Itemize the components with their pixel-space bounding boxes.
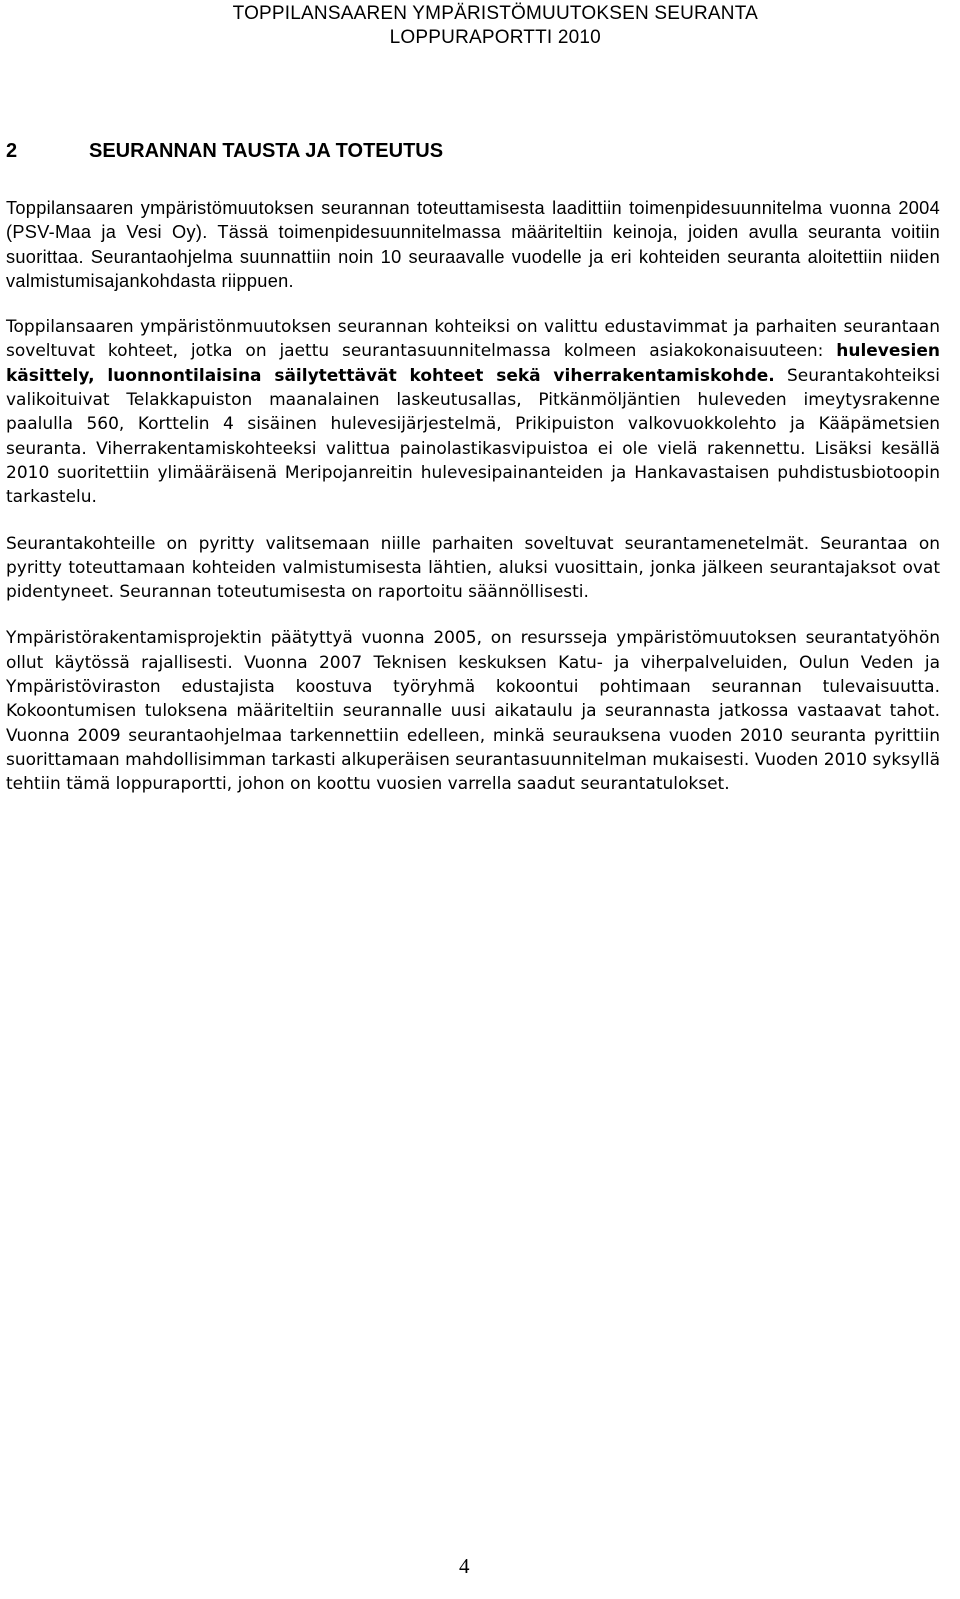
paragraph-methods: Seurantakohteille on pyritty valitsemaan niille parhaiten soveltuvat seurantamenetelmät. Seurantaa on pyritty toteuttamaan kohteiden valmistumisesta lähtien, aluksi vuosittain, jonka jälkeen seurantajaksot ovat pidentyneet. Seurannan toteutumisesta on raportoitu säännöllisesti. [6,533,940,603]
paragraph-targets-intro: Toppilansaaren ympäristönmuutoksen seurannan kohteiksi on valittu edustavimmat ja parhaiten seurantaan soveltuvat kohteet, jotka on jaettu seurantasuunnitelmassa kolmeen asiakokonaisuuteen: [6,317,940,362]
report-subtitle: LOPPURAPORTTI 2010 [389,27,601,48]
paragraph-targets-details: Seurantakohteiksi valikoituivat Telakkapuiston maanalainen laskeutusallas, Pitkänmöljäntien huleveden imeytysrakenne paalulla 560, Korttelin 4 sisäinen hulevesijärjestelmä, Prikipuiston valkovuokkolehto ja Kääpämetsien seuranta. Viherrakentamiskohteeksi valittua painolastikasvipuistoa ei ole vielä rakennettu. Lisäksi kesällä 2010 suoritettiin ylimääräisenä Meripojanreitin hulevesipainanteiden ja Hankavastaisen puhdistusbiotoopin tarkastelu. [6,365,940,508]
paragraph-project-history: Ympäristörakentamisprojektin päätyttyä vuonna 2005, on resursseja ympäristömuutoksen seurantatyöhön ollut käytössä rajallisesti. Vuonna 2007 Teknisen keskuksen Katu- ja viherpalveluiden, Oulun Veden ja Ympäristöviraston edustajista koostuva työryhmä kokoontui pohtimaan seurannan tulevaisuutta. Kokoontumisen tuloksena määriteltiin seurannalle uusi aikataulu ja seurannasta jatkossa vastaavat tahot. Vuonna 2009 seurantaohjelmaa tarkennettiin edelleen, minkä seurauksena vuoden 2010 seuranta pyrittiin suorittamaan mahdollisimman tarkasti alkuperäisen seurantasuunnitelman mukaisesti. Vuoden 2010 syksyllä tehtiin tämä loppuraportti, johon on koottu vuosien varrella saadut seurantatulokset. [6,628,940,795]
body-text [6,196,940,819]
section-title: SEURANNAN TAUSTA JA TOTEUTUS [89,140,444,162]
paragraph-monitoring-targets [6,315,940,509]
paragraph-background: Toppilansaaren ympäristömuutoksen seurannan toteuttamisesta laadittiin toimenpidesuunnitelma vuonna 2004 (PSV-Maa ja Vesi Oy). Tässä toimenpidesuunnitelmassa määriteltiin keinoja, joiden avulla seuranta voitiin suorittaa. Seurantaohjelma suunnattiin noin 10 seuraavalle vuodelle ja eri kohteiden seuranta aloitettiin niiden valmistumisajankohdasta riippuen. [6,198,940,291]
page-number: 4 [459,1554,470,1578]
report-title: TOPPILANSAAREN YMPÄRISTÖMUUTOKSEN SEURANTA [232,3,758,24]
section-heading [6,138,443,164]
running-header [233,2,758,50]
section-number: 2 [6,140,18,162]
paragraph-targets-emphasis: hulevesien käsittely, luonnontilaisina säilytettävät kohteet sekä viherrakentamiskohde. [6,341,940,386]
